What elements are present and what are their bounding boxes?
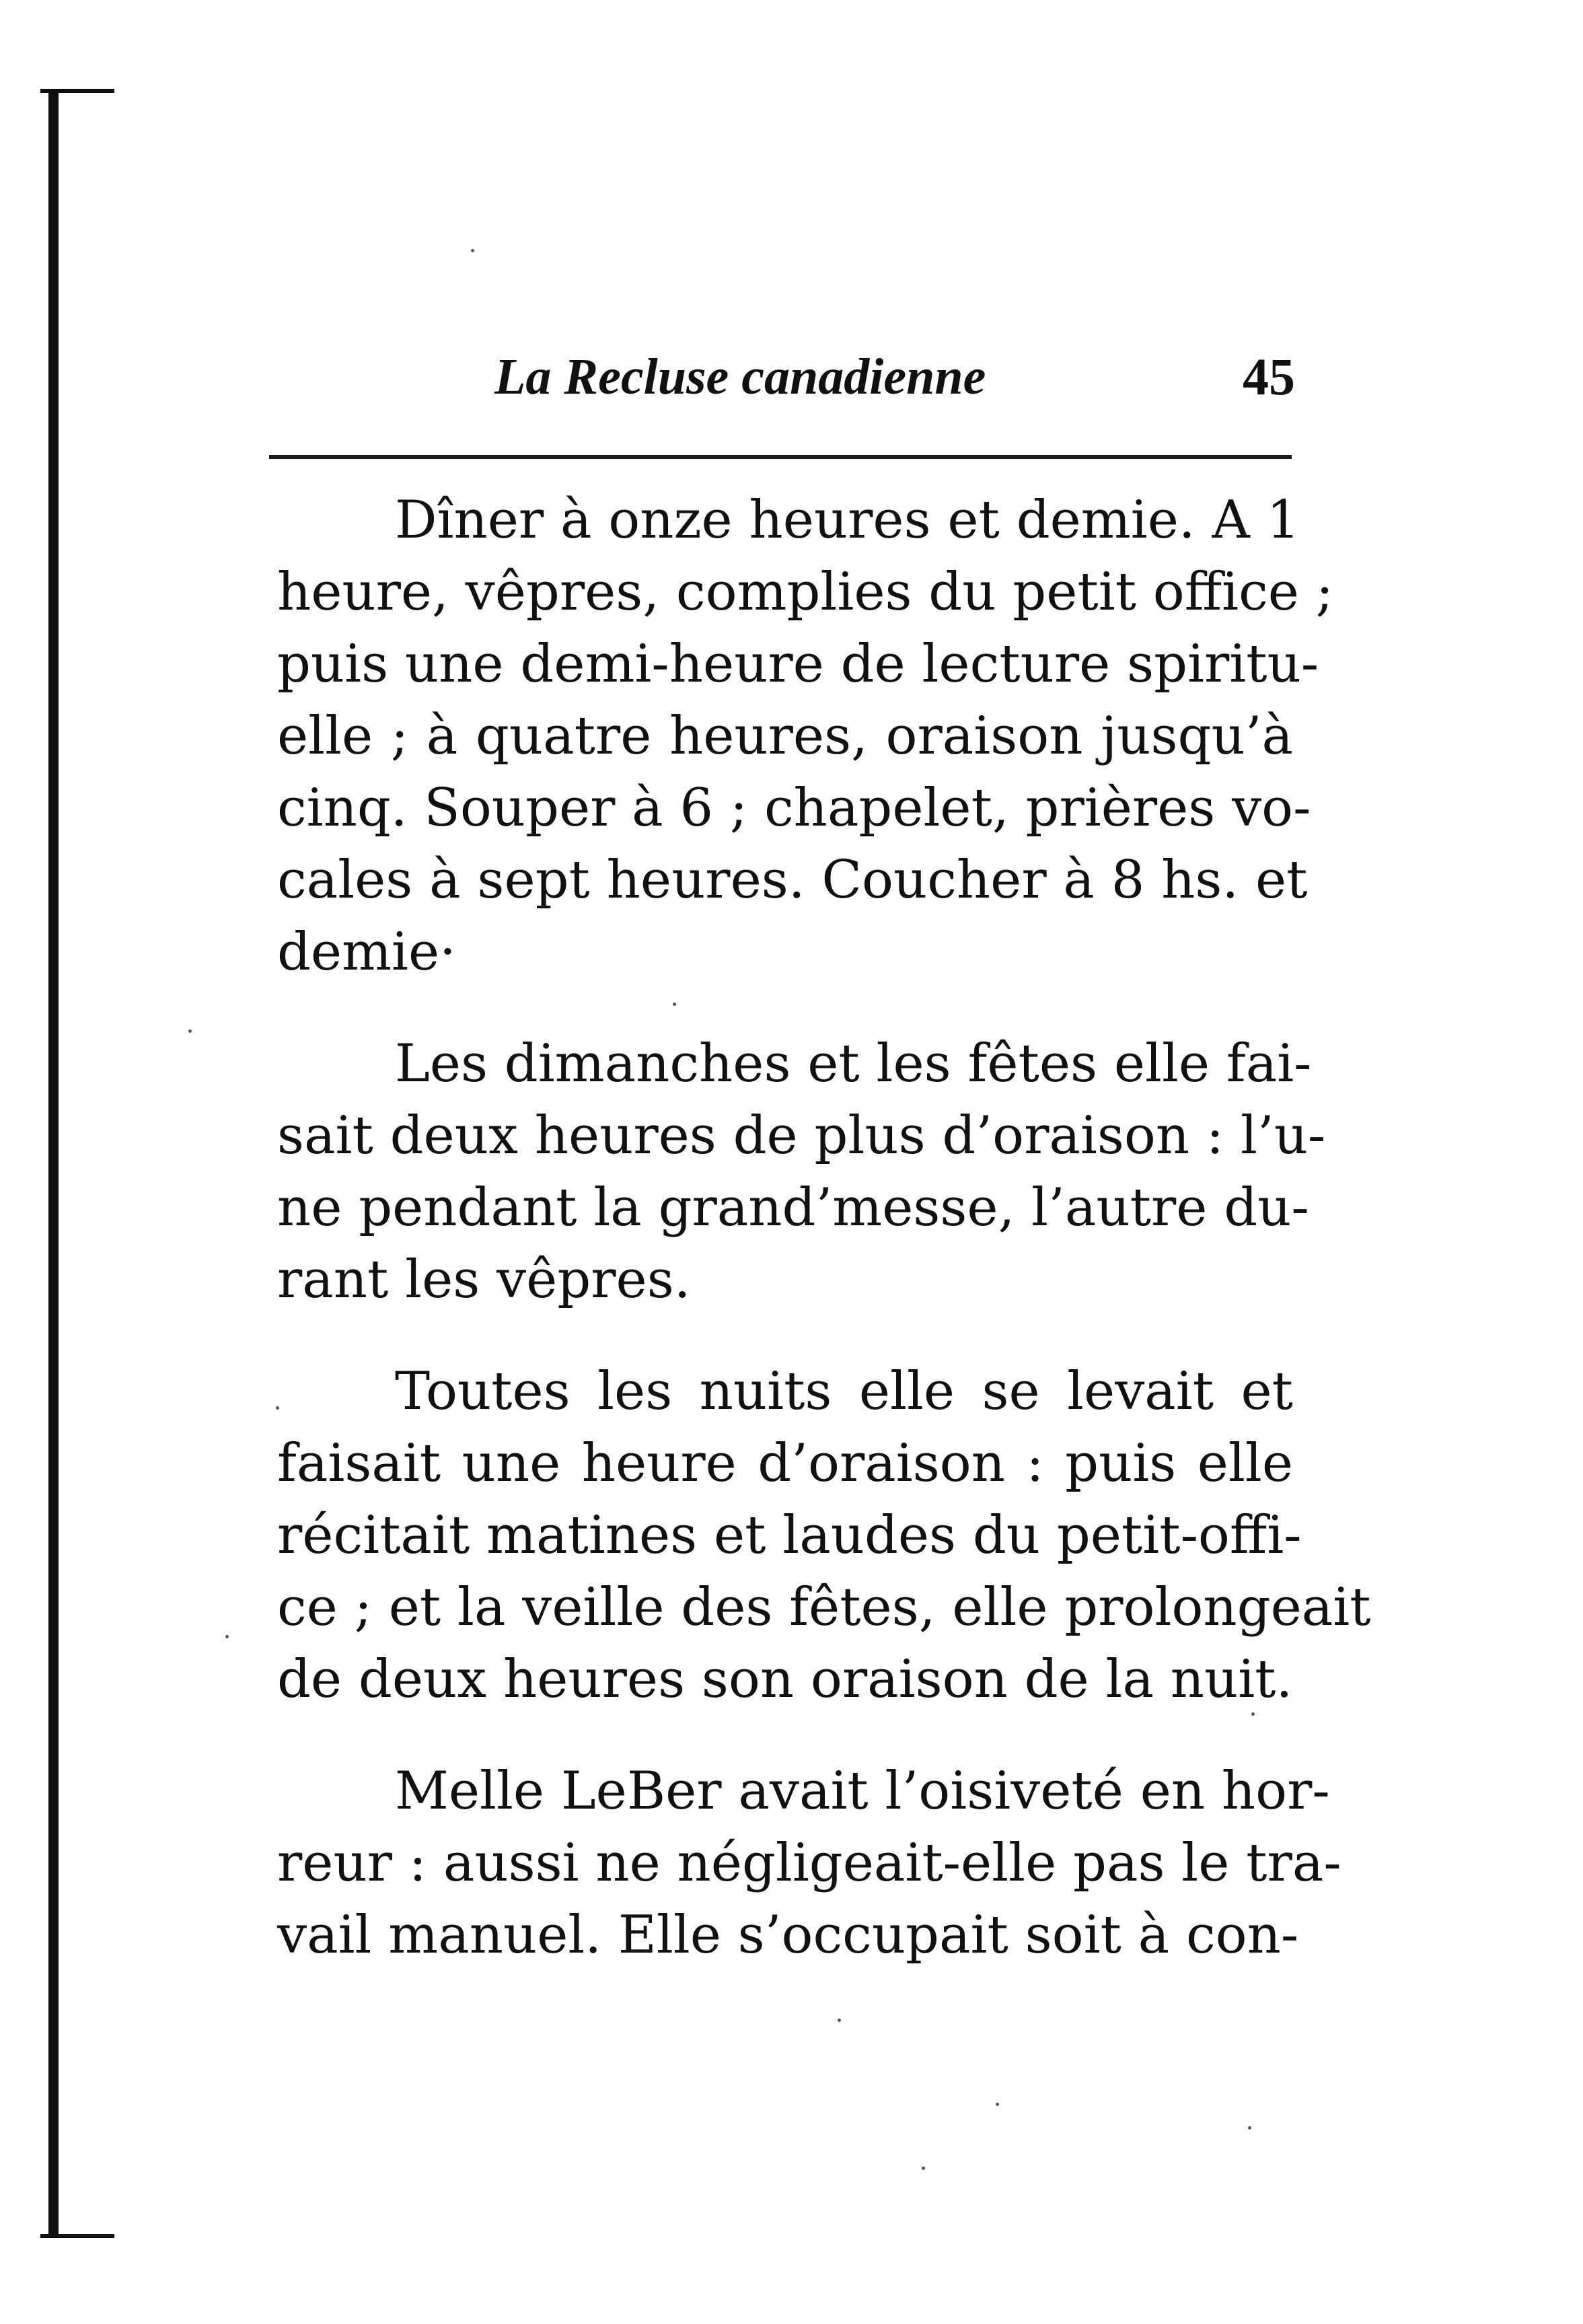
text-line: ne pendant la grand’messe, l’autre du- <box>277 1177 1309 1238</box>
print-speck <box>188 1029 192 1033</box>
text-line: cales à sept heures. Coucher à 8 hs. et <box>277 850 1308 910</box>
page-number: 45 <box>1243 347 1295 406</box>
text-line: Les dimanches et les fêtes elle fai- <box>395 1033 1312 1094</box>
print-speck <box>996 2103 999 2106</box>
paragraph <box>277 1755 1341 1971</box>
print-speck <box>922 2167 925 2170</box>
text-line: faisait une heure d’oraison : puis elle <box>277 1433 1293 1494</box>
paragraph <box>277 1356 1371 1716</box>
print-speck <box>673 1003 676 1006</box>
print-speck <box>471 249 474 252</box>
print-speck <box>1251 1712 1255 1716</box>
text-line: reur : aussi ne négligeait-elle pas le tra- <box>277 1833 1341 1893</box>
paragraph <box>277 484 1334 988</box>
text-line: Dîner à onze heures et demie. A 1 <box>395 490 1300 550</box>
text-line: puis une demi-heure de lecture spiritu- <box>277 634 1319 694</box>
binding-edge <box>48 89 59 2238</box>
body-text <box>277 484 1371 2011</box>
text-line: vail manuel. Elle s’occupait soit à con- <box>277 1905 1299 1965</box>
text-line: de deux heures son oraison de la nuit. <box>277 1649 1293 1710</box>
text-line: heure, vêpres, complies du petit office ; <box>277 562 1334 622</box>
text-line: elle ; à quatre heures, oraison jusqu’à <box>277 706 1293 766</box>
print-speck <box>838 2019 841 2022</box>
binding-edge-top <box>40 89 114 93</box>
text-line: Toutes les nuits elle se levait et <box>395 1361 1293 1422</box>
text-line: sait deux heures de plus d’oraison : l’u- <box>277 1105 1326 1166</box>
header-rule <box>269 455 1292 459</box>
running-title: La Recluse canadienne <box>494 349 986 405</box>
text-line: cinq. Souper à 6 ; chapelet, prières vo- <box>277 778 1311 838</box>
print-speck <box>225 1635 229 1638</box>
binding-edge-bottom <box>40 2234 114 2238</box>
print-speck <box>276 1406 279 1410</box>
text-line: récitait matines et laudes du petit-offi- <box>277 1505 1302 1566</box>
text-line: demie· <box>277 922 456 982</box>
text-line: ce ; et la veille des fêtes, elle prolongeait <box>277 1577 1371 1638</box>
paragraph <box>277 1028 1326 1316</box>
print-speck <box>1248 2126 1251 2130</box>
page-header <box>272 340 1295 414</box>
text-line: Melle LeBer avait l’oisiveté en hor- <box>395 1761 1330 1821</box>
text-line: rant les vêpres. <box>277 1249 691 1310</box>
